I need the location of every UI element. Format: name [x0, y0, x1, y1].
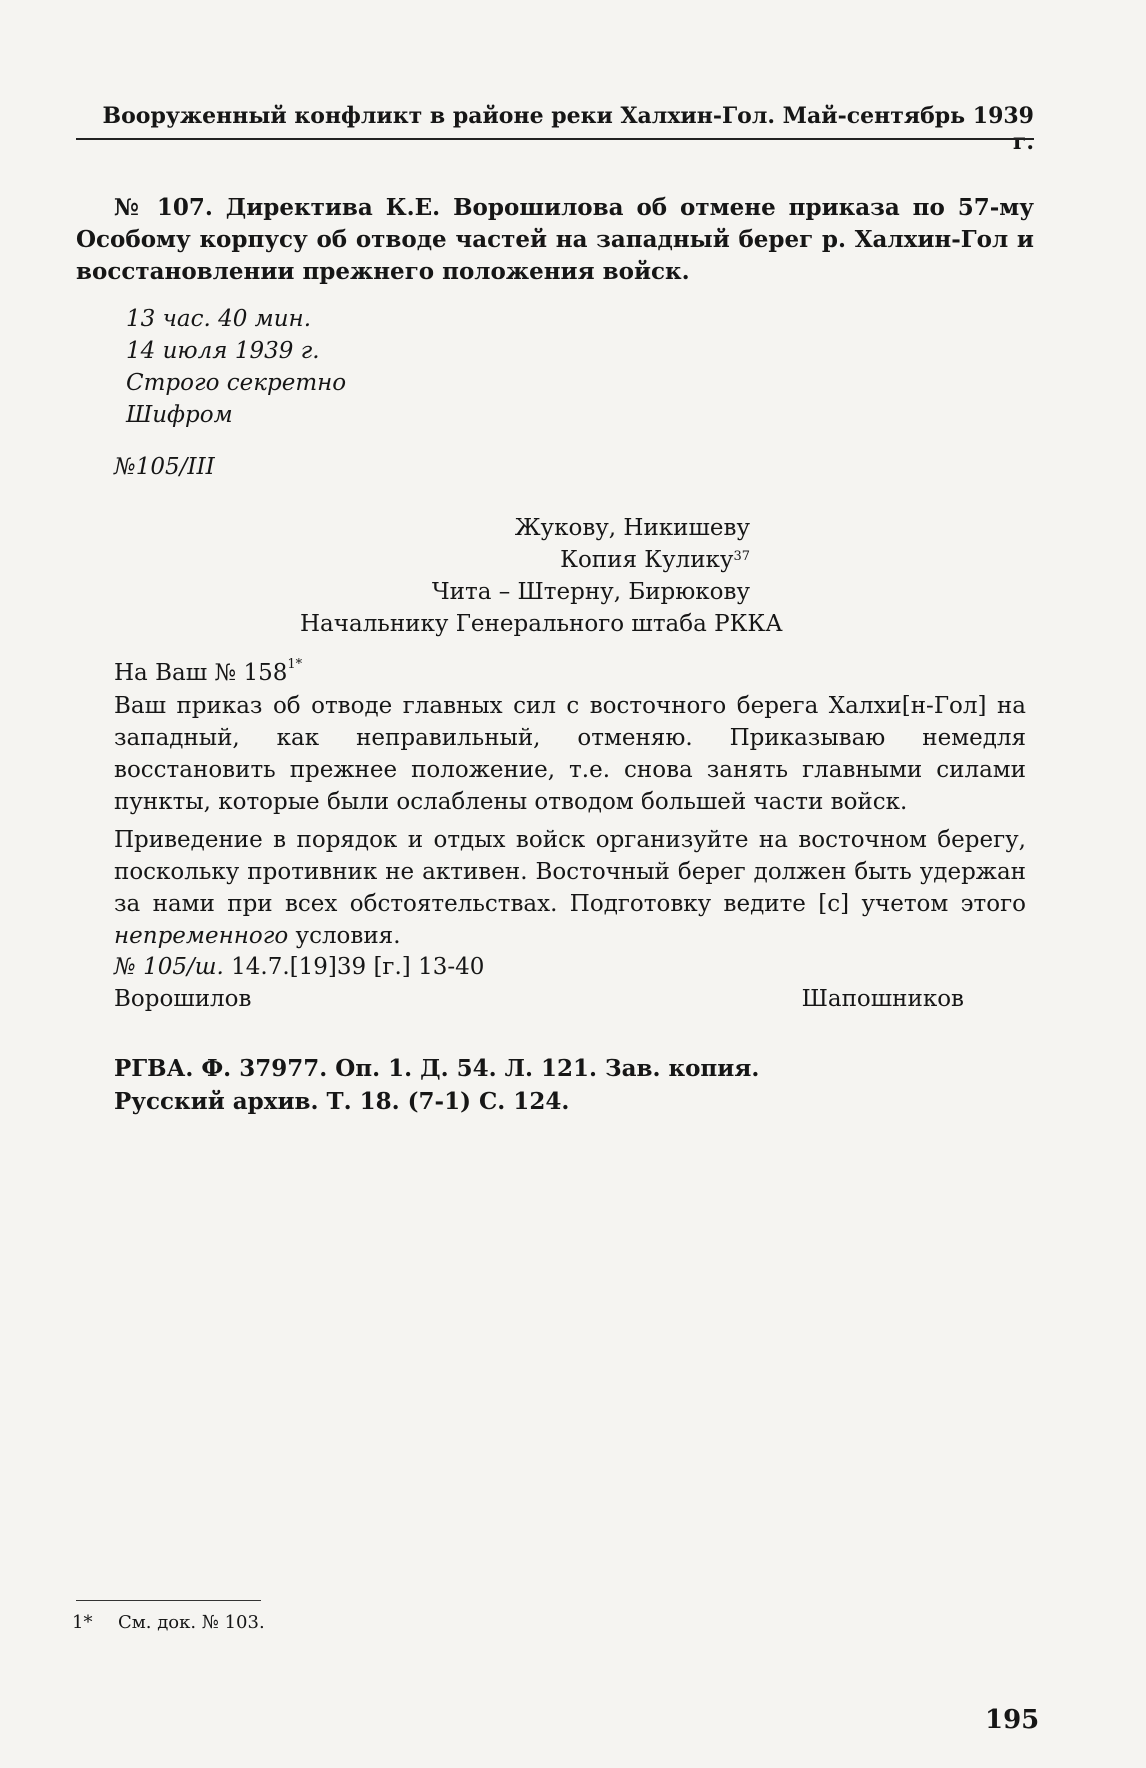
document-title: № 107. Директива К.Е. Ворошилова об отмене приказа по 57-му Особому корпусу об отводе частей на западный берег р. Халхин-Гол и восстановлении прежнего положения войск.	[76, 194, 1034, 285]
addressee-4: Начальнику Генерального штаба РККА	[300, 611, 783, 637]
footnote	[72, 1612, 265, 1633]
footnote-ref-37: 37	[733, 549, 750, 564]
running-head: Вооруженный конфликт в районе реки Халхин-Гол. Май-сентябрь 1939 г.	[102, 103, 1034, 155]
paragraph-2-end: условия.	[295, 923, 401, 949]
addressee-block	[300, 512, 783, 640]
footnote-ref-1: 1*	[287, 657, 303, 672]
header-rule	[76, 138, 1034, 140]
paragraph-1: Ваш приказ об отводе главных сил с восточного берега Халхи[н-Гол] на западный, как неправильный, отменяю. Приказываю немедля восстановить прежнее положение, т.е. снова занять главными силами пункты, которые были ослаблены отводом большей части войск.	[114, 693, 1026, 815]
signer-voroshilov: Ворошилов	[114, 986, 252, 1012]
addressee-3: Чита – Штерну, Бирюкову	[431, 579, 750, 605]
archive-line-2: Русский архив. Т. 18. (7-1) С. 124.	[114, 1088, 570, 1115]
archive-line-1: РГВА. Ф. 37977. Оп. 1. Д. 54. Л. 121. Зав. копия.	[114, 1055, 760, 1082]
footnote-rule	[76, 1600, 261, 1601]
page-number: 195	[985, 1705, 1040, 1735]
footnote-text: См. док. № 103.	[118, 1612, 265, 1633]
addressee-2	[300, 544, 750, 576]
footnote-mark: 1*	[72, 1612, 93, 1633]
meta-time: 13 час. 40 мин.	[126, 306, 312, 332]
document-number: №105/III	[114, 454, 215, 480]
paragraph-2-start: Приведение в порядок и отдых войск организуйте на восточном берегу, поскольку противник не активен. Восточный берег должен быть удержан за нами при всех обстоятельствах. Подготовку ведите [с] учетом этого	[114, 827, 1026, 917]
reference-text: На Ваш № 158	[114, 660, 288, 686]
addressee-2-text: Копия Кулику	[560, 547, 734, 573]
document-body	[114, 690, 1026, 958]
signature-number-date: 14.7.[19]39 [г.] 13-40	[231, 954, 485, 980]
signer-shaposhnikov: Шапошников	[801, 986, 964, 1012]
meta-date: 14 июля 1939 г.	[126, 338, 320, 364]
meta-cipher: Шифром	[126, 402, 233, 428]
signature-number-italic: № 105/ш.	[114, 954, 224, 980]
addressee-1: Жукову, Никишеву	[514, 515, 750, 541]
archive-citation	[114, 1052, 759, 1118]
reference-line	[114, 657, 303, 686]
signature-number	[114, 954, 484, 980]
document-meta	[126, 303, 346, 431]
paragraph-2	[114, 824, 1026, 952]
paragraph-2-emphasis: непременного	[114, 923, 289, 949]
meta-secrecy: Строго секретно	[126, 370, 347, 396]
